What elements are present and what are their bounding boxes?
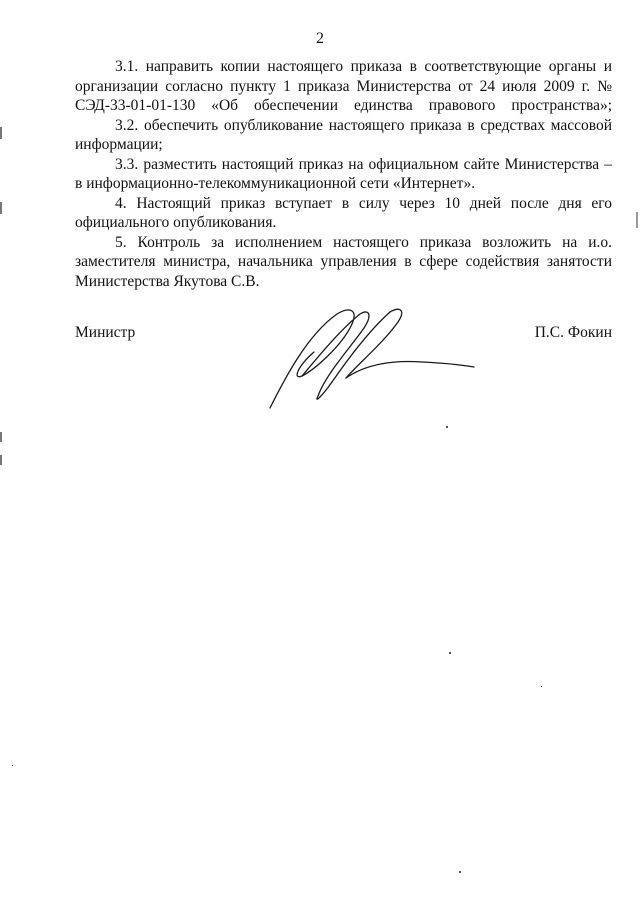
scan-artifact xyxy=(12,765,13,766)
signatory-name: П.С. Фокин xyxy=(534,324,612,341)
scan-artifact xyxy=(446,426,448,428)
document-body xyxy=(75,57,612,291)
paragraph-line: занятости Министерства Якутова С.В. xyxy=(75,253,612,290)
paragraph-line: 3.2. обеспечить опубликование настоящего приказа в средствах массовой xyxy=(115,116,612,134)
paragraph-3-2 xyxy=(75,116,612,155)
paragraph-3-3 xyxy=(75,155,612,194)
scan-artifact xyxy=(0,127,2,139)
paragraph-line: 4. Настоящий приказ вступает в силу через 10 дней после дня его xyxy=(115,194,612,212)
scan-artifact xyxy=(0,432,2,442)
page-number: 2 xyxy=(316,30,324,47)
paragraph-5 xyxy=(75,233,612,292)
paragraph-line: 3.3. разместить настоящий приказ на официальном сайте Министерства – xyxy=(115,155,612,173)
scan-artifact xyxy=(541,686,542,687)
scan-artifact xyxy=(636,212,638,228)
paragraph-line: 5. Контроль за исполнением настоящего приказа возложить xyxy=(115,233,552,251)
paragraph-line: № СЭД-33-01-01-130 «Об обеспечении единства правового пространства»; xyxy=(75,77,613,114)
scan-artifact xyxy=(449,652,451,654)
paragraph-line: официального опубликования. xyxy=(75,214,277,231)
scan-artifact xyxy=(459,871,461,873)
paragraph-line: на и.о. заместителя министра, начальника управления в сфере содействия xyxy=(75,233,612,270)
handwritten-signature xyxy=(262,300,482,415)
paragraph-4 xyxy=(75,194,612,233)
paragraph-3-1 xyxy=(75,57,612,116)
paragraph-line: информации; xyxy=(75,136,163,153)
scan-artifact xyxy=(0,455,2,465)
paragraph-line: 3.1. направить копии настоящего приказа в соответствующие органы xyxy=(115,58,597,75)
signatory-title: Министр xyxy=(75,324,136,341)
paragraph-line: и организации согласно пункту 1 приказа Министерства от 24 июля 2009 г. xyxy=(75,58,612,95)
paragraph-line: в информационно-телекоммуникационной сети «Интернет». xyxy=(75,175,476,192)
scan-artifact xyxy=(0,202,2,214)
